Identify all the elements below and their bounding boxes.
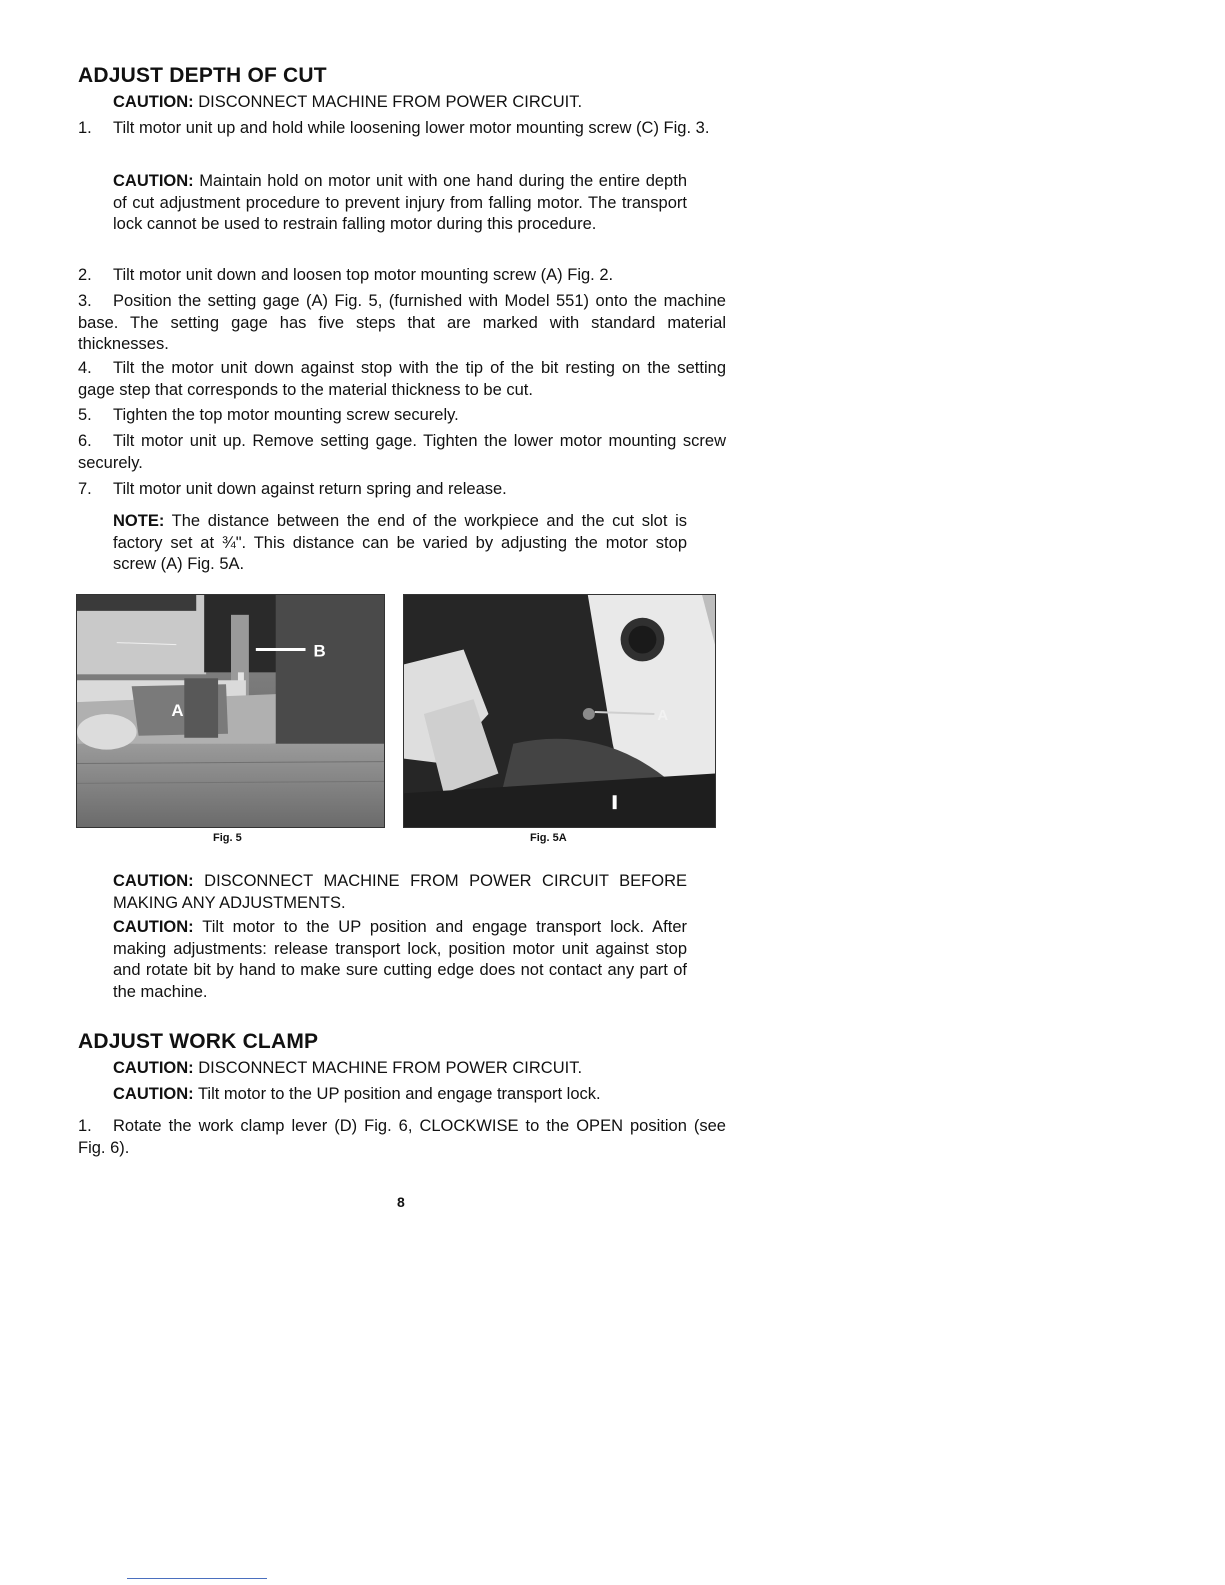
caution-disconnect bbox=[113, 92, 687, 114]
clamp-step-1 bbox=[78, 1116, 726, 1159]
figure-5a-label-a: A bbox=[657, 707, 669, 724]
caution-text: Tilt motor to the UP position and engage transport lock. After making adjustments: release transport lock, position motor unit against stop and rotate bit by hand to make sure cutting edge does not contact any part of the machine. bbox=[113, 918, 687, 1001]
step-text: Tilt the motor unit down against stop with the tip of the bit resting on the setting gage step that corresponds to the material thickness to be cut. bbox=[78, 359, 726, 399]
figure-5-label-b: B bbox=[313, 641, 326, 661]
step-text: Rotate the work clamp lever (D) Fig. 6, CLOCKWISE to the OPEN position (see Fig. 6). bbox=[78, 1117, 726, 1157]
section-heading-depth-of-cut: ADJUST DEPTH OF CUT bbox=[78, 64, 327, 87]
footer-rule bbox=[127, 1578, 267, 1579]
step-number: 6. bbox=[78, 432, 92, 450]
step-5 bbox=[78, 405, 726, 427]
step-number: 7. bbox=[78, 480, 92, 498]
figure-5-image bbox=[77, 595, 384, 827]
step-text: Position the setting gage (A) Fig. 5, (furnished with Model 551) onto the machine base. The setting gage has five steps that are marked with standard material thicknesses. bbox=[78, 292, 726, 353]
step-text: Tilt motor unit down and loosen top motor mounting screw (A) Fig. 2. bbox=[113, 266, 614, 284]
figure-5-photo bbox=[76, 594, 385, 828]
figure-5a-photo bbox=[403, 594, 716, 828]
step-number: 3. bbox=[78, 292, 92, 310]
note-distance bbox=[113, 511, 687, 576]
step-7 bbox=[78, 479, 726, 501]
figure-5-caption: Fig. 5 bbox=[213, 832, 242, 844]
caution-label: CAUTION: bbox=[113, 93, 194, 111]
step-6 bbox=[78, 431, 726, 474]
caution-label: CAUTION: bbox=[113, 918, 194, 936]
page-number: 8 bbox=[397, 1194, 405, 1210]
step-text: Tilt motor unit down against return spring and release. bbox=[113, 480, 507, 498]
step-2 bbox=[78, 265, 726, 287]
note-text: The distance between the end of the workpiece and the cut slot is factory set at ¾". This distance can be varied by adjusting the motor stop screw (A) Fig. 5A. bbox=[113, 512, 687, 573]
caution-text: Tilt motor to the UP position and engage transport lock. bbox=[193, 1085, 601, 1103]
step-number: 1. bbox=[78, 1117, 92, 1135]
step-3 bbox=[78, 291, 726, 356]
caution-label: CAUTION: bbox=[113, 172, 194, 190]
caution-disconnect-2 bbox=[113, 1058, 687, 1080]
step-4 bbox=[78, 358, 726, 401]
caution-text: DISCONNECT MACHINE FROM POWER CIRCUIT BEFORE MAKING ANY ADJUSTMENTS. bbox=[113, 872, 687, 912]
step-number: 4. bbox=[78, 359, 92, 377]
step-number: 2. bbox=[78, 266, 92, 284]
step-text: Tighten the top motor mounting screw securely. bbox=[113, 406, 459, 424]
caution-up-position-2 bbox=[113, 1084, 687, 1106]
caution-maintain-hold bbox=[113, 171, 687, 236]
figure-5-label-a: A bbox=[171, 700, 184, 720]
step-text: Tilt motor unit up and hold while loosening lower motor mounting screw (C) Fig. 3. bbox=[113, 119, 710, 137]
caution-text: DISCONNECT MACHINE FROM POWER CIRCUIT. bbox=[193, 1059, 583, 1077]
figure-5a-image bbox=[404, 595, 715, 827]
caution-text: Maintain hold on motor unit with one hand during the entire depth of cut adjustment procedure to prevent injury from falling motor. The transport lock cannot be used to restrain falling motor during this procedure. bbox=[113, 172, 687, 233]
step-1 bbox=[78, 118, 726, 140]
caution-text: DISCONNECT MACHINE FROM POWER CIRCUIT. bbox=[193, 93, 583, 111]
step-number: 1. bbox=[78, 119, 92, 137]
figure-5a-caption: Fig. 5A bbox=[530, 832, 567, 844]
caution-label: CAUTION: bbox=[113, 1085, 194, 1103]
step-text: Tilt motor unit up. Remove setting gage. Tighten the lower motor mounting screw securely. bbox=[78, 432, 726, 472]
caution-up-position bbox=[113, 917, 687, 1003]
step-number: 5. bbox=[78, 406, 92, 424]
note-label: NOTE: bbox=[113, 512, 165, 530]
section-heading-work-clamp: ADJUST WORK CLAMP bbox=[78, 1030, 319, 1053]
caution-label: CAUTION: bbox=[113, 1059, 194, 1077]
caution-before-adjustments bbox=[113, 871, 687, 914]
caution-label: CAUTION: bbox=[113, 872, 194, 890]
